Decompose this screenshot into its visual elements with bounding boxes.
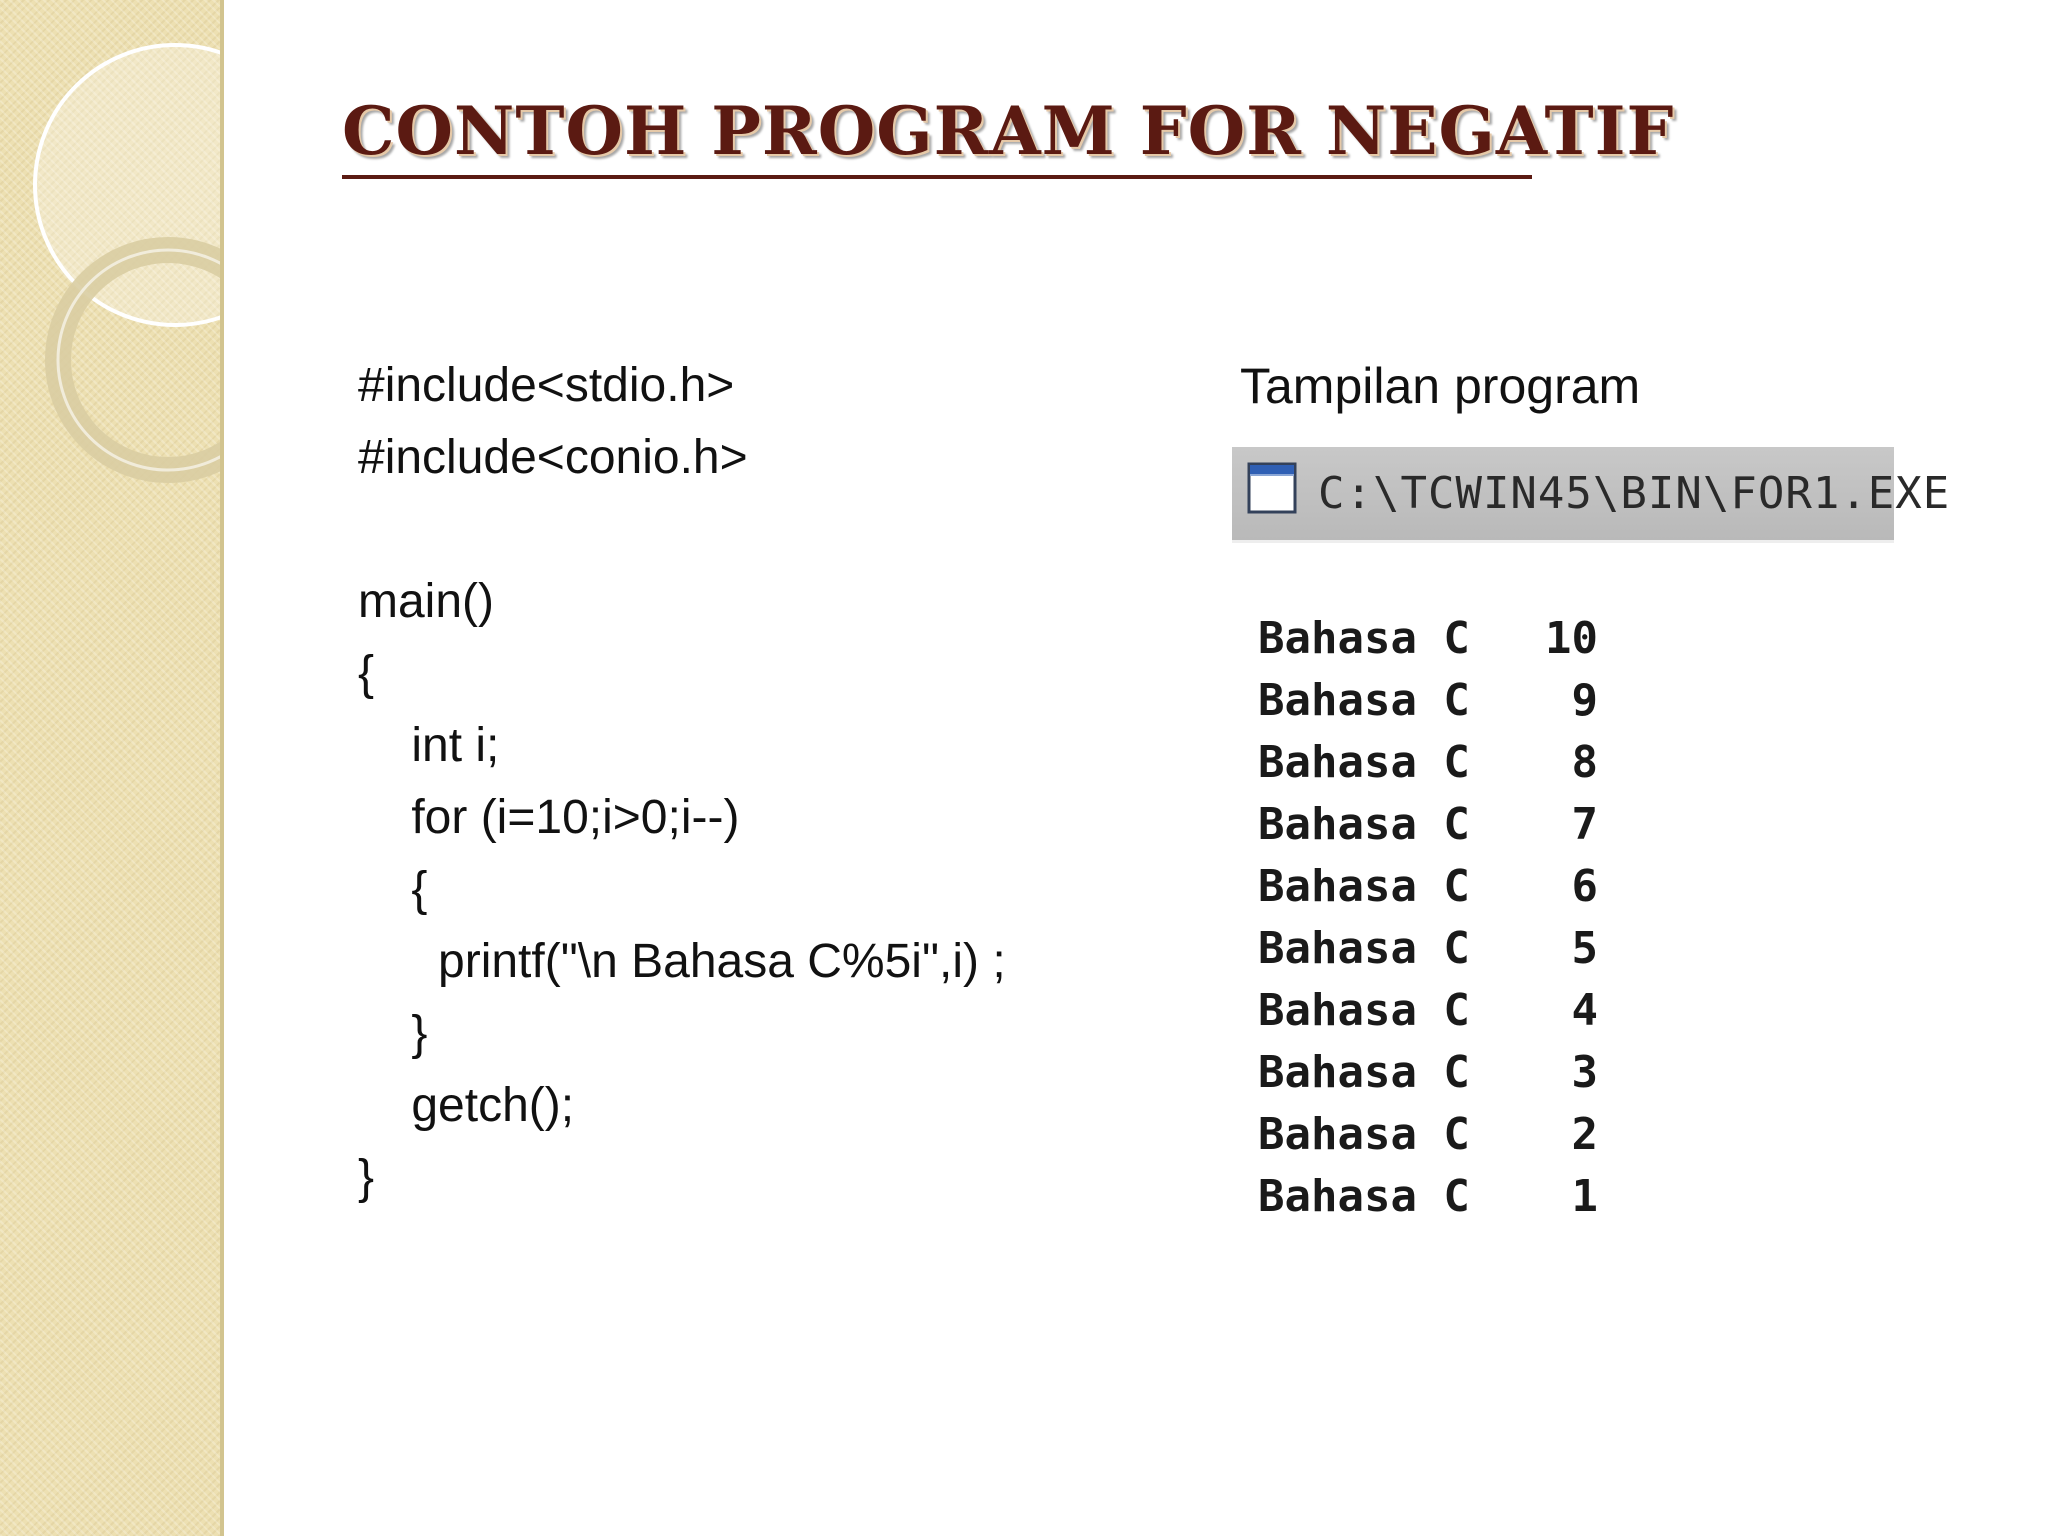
output-text: Bahasa C <box>1258 675 1470 726</box>
output-text: Bahasa C <box>1258 1047 1470 1098</box>
output-text: Bahasa C <box>1258 1171 1470 1222</box>
output-value: 6 <box>1571 861 1598 912</box>
output-line <box>1258 1166 1598 1228</box>
code-line: } <box>358 1007 428 1060</box>
output-value: 2 <box>1571 1109 1598 1160</box>
output-text: Bahasa C <box>1258 737 1470 788</box>
code-line: int i; <box>358 719 500 772</box>
output-value: 10 <box>1545 613 1598 664</box>
code-line: #include<conio.h> <box>358 431 748 484</box>
code-line: } <box>358 1151 375 1204</box>
output-line <box>1258 1104 1598 1166</box>
code-line: main() <box>358 575 495 628</box>
slide-title: CONTOH PROGRAM FOR NEGATIF <box>342 92 1675 170</box>
output-line <box>1258 794 1598 856</box>
output-line <box>1258 918 1598 980</box>
decorative-sidebar <box>0 0 224 1536</box>
console-window-icon <box>1246 461 1300 519</box>
console-window-title: C:\TCWIN45\BIN\FOR1.EXE <box>1318 468 1951 519</box>
output-line <box>1258 608 1598 670</box>
code-line: { <box>358 863 428 916</box>
output-label: Tampilan program <box>1240 358 1641 414</box>
title-underline <box>342 175 1532 179</box>
output-value: 8 <box>1571 737 1598 788</box>
output-value: 9 <box>1571 675 1598 726</box>
code-line: for (i=10;i>0;i--) <box>358 791 740 844</box>
output-text: Bahasa C <box>1258 799 1470 850</box>
output-line <box>1258 856 1598 918</box>
code-line: #include<stdio.h> <box>358 359 735 412</box>
decorative-circles <box>0 0 224 1536</box>
output-line <box>1258 1042 1598 1104</box>
code-line <box>358 494 1006 566</box>
output-value: 7 <box>1571 799 1598 850</box>
output-value: 5 <box>1571 923 1598 974</box>
console-output <box>1258 608 1598 1228</box>
output-text: Bahasa C <box>1258 613 1470 664</box>
code-line: getch(); <box>358 1079 575 1132</box>
console-window-titlebar <box>1232 447 1951 543</box>
code-line: printf("\n Bahasa C%5i",i) ; <box>358 935 1006 988</box>
output-line <box>1258 980 1598 1042</box>
decorative-circle-large <box>35 45 224 325</box>
output-value: 3 <box>1571 1047 1598 1098</box>
output-line <box>1258 670 1598 732</box>
code-block <box>358 350 1006 1214</box>
output-text: Bahasa C <box>1258 1109 1470 1160</box>
code-line: { <box>358 647 375 700</box>
output-value: 1 <box>1571 1171 1598 1222</box>
output-text: Bahasa C <box>1258 985 1470 1036</box>
output-text: Bahasa C <box>1258 923 1470 974</box>
output-value: 4 <box>1571 985 1598 1036</box>
output-text: Bahasa C <box>1258 861 1470 912</box>
output-line <box>1258 732 1598 794</box>
